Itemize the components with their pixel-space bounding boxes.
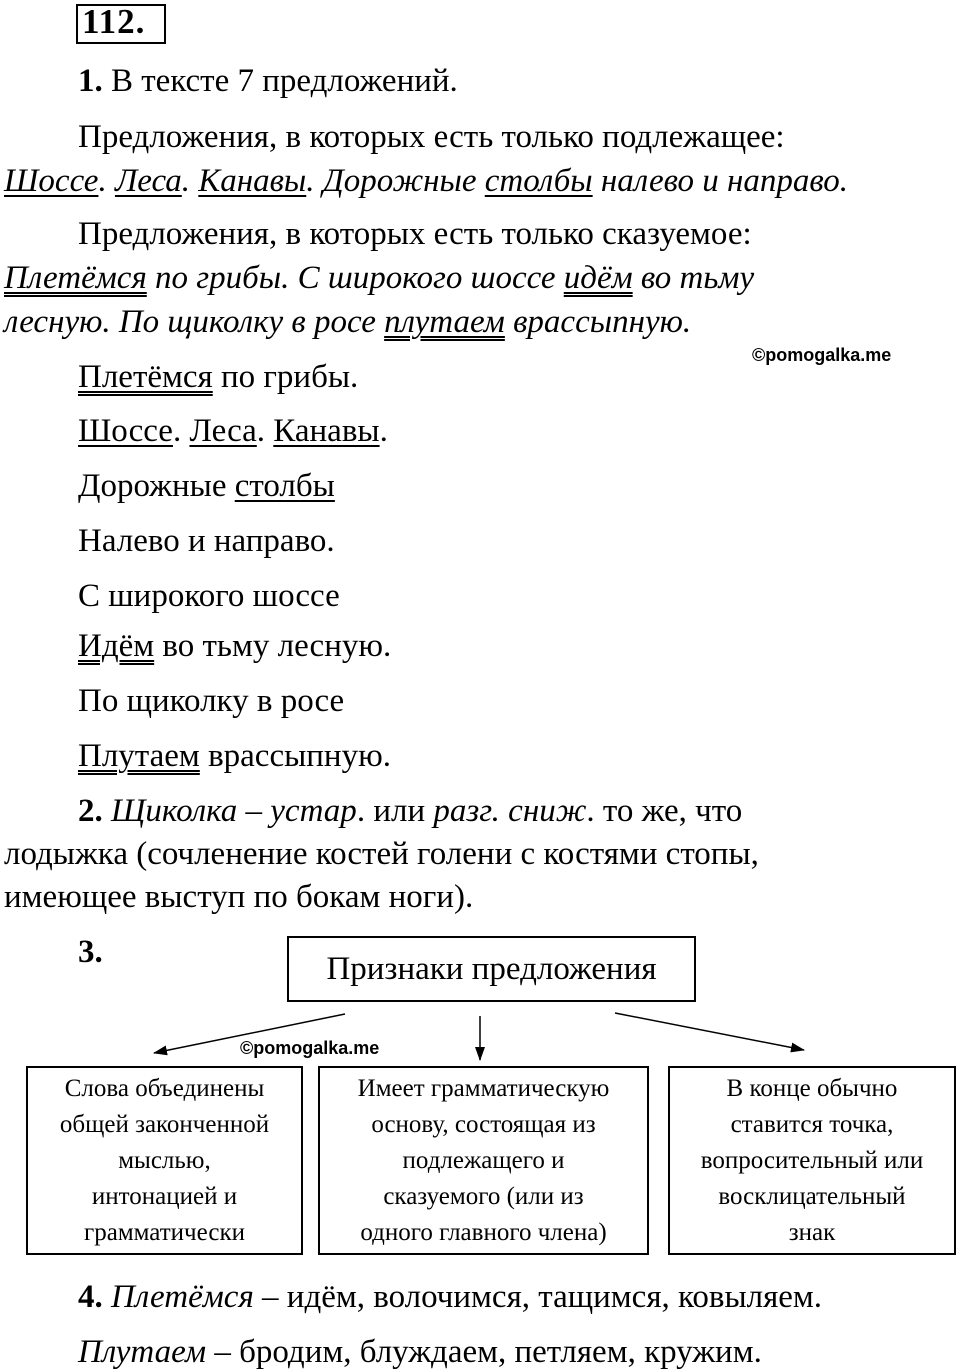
section2-line3: имеющее выступ по бокам ноги).: [4, 879, 474, 915]
diagram-box-right: [668, 1066, 956, 1255]
predicate-word: Идём: [78, 628, 155, 664]
box-line: общей законченной: [59, 1110, 270, 1138]
section1-intro: В тексте 7 предложений.: [111, 63, 458, 99]
subject-word: Леса: [189, 413, 257, 449]
section4-synonyms1: – идём, волочимся, тащимся, ковыляем.: [253, 1279, 823, 1315]
section4-word1: Плетёмся: [111, 1279, 254, 1315]
box-line: основу, состоящая из: [371, 1110, 596, 1138]
poem-line-5: С широкого шоссе: [78, 578, 340, 614]
diagram-box-middle: [318, 1066, 649, 1255]
plain-text: врассыпную.: [513, 304, 692, 340]
poem-line-4: Налево и направо.: [78, 523, 335, 559]
subject-word: Канавы: [273, 413, 380, 449]
section4-number: 4.: [78, 1279, 103, 1315]
subject-word: Шоссе: [4, 163, 99, 199]
section2-abbr: разг. сниж: [433, 793, 587, 829]
subject-word: столбы: [484, 163, 593, 199]
plain-text: по грибы.: [220, 359, 359, 395]
plain-text: Дорожные: [78, 468, 227, 504]
section4-synonyms2: – бродим, блуждаем, петляем, кружим.: [206, 1334, 762, 1370]
plain-text: налево и направо.: [600, 163, 849, 199]
section2-number: 2.: [78, 793, 103, 829]
subject-word: Канавы: [198, 163, 307, 199]
punct: .: [172, 413, 182, 449]
predicate-word: идём: [563, 260, 633, 296]
predicate-word: Плетёмся: [78, 359, 213, 395]
punct: .: [256, 413, 266, 449]
plain-text: врассыпную.: [208, 738, 391, 774]
box-line: вопросительный или: [700, 1146, 924, 1174]
diagram-title: Признаки предложения: [326, 950, 657, 987]
predicate-word: Плутаем: [78, 738, 200, 774]
predicate-word: Плетёмся: [4, 260, 147, 296]
section4-line1: [78, 1278, 822, 1316]
plain-text: лесную. По щиколку в росе: [4, 304, 376, 340]
box-line: грамматически: [83, 1218, 245, 1246]
box-line: одного главного члена): [360, 1218, 607, 1246]
box-line: В конце обычно: [726, 1074, 898, 1102]
plain-text: Дорожные: [322, 163, 477, 199]
predicate-word: плутаем: [384, 304, 505, 340]
exercise-number: 112.: [82, 2, 146, 41]
box-line: ставится точка,: [730, 1110, 894, 1138]
diagram-box-left: [26, 1066, 303, 1255]
box-line: восклицательный: [718, 1182, 906, 1210]
poem-line-7: По щиколку в росе: [78, 683, 345, 719]
section4-line2: [78, 1333, 762, 1371]
box-line: мыслью,: [118, 1146, 211, 1174]
plain-text: . или: [356, 793, 426, 829]
watermark-top: ©pomogalka.me: [752, 345, 892, 365]
section2-term: Щиколка – устар: [111, 793, 357, 829]
section1-number: 1.: [78, 63, 103, 99]
subject-heading: Предложения, в которых есть только подлежащее:: [78, 119, 785, 155]
section3-number: 3.: [78, 934, 103, 970]
punct: .: [181, 163, 191, 199]
box-line: интонацией и: [91, 1182, 238, 1210]
plain-text: по грибы. С широкого шоссе: [155, 260, 556, 296]
section4-word2: Плутаем: [78, 1334, 207, 1370]
box-line: подлежащего и: [402, 1146, 565, 1174]
subject-word: Леса: [114, 163, 182, 199]
punct: .: [306, 163, 315, 199]
subject-word: столбы: [234, 468, 335, 504]
arrow-right: [615, 1013, 804, 1050]
plain-text: во тьму лесную.: [162, 628, 392, 664]
plain-text: во тьму: [640, 260, 755, 296]
box-line: Слова объединены: [64, 1074, 265, 1102]
box-line: Имеет грамматическую: [357, 1074, 610, 1102]
punct: .: [98, 163, 107, 199]
watermark-diagram: ©pomogalka.me: [240, 1038, 380, 1058]
box-line: сказуемого (или из: [383, 1182, 584, 1210]
subject-word: Шоссе: [78, 413, 173, 449]
predicate-heading: Предложения, в которых есть только сказуемое:: [78, 216, 752, 252]
section2-line2: лодыжка (сочленение костей голени с костями стопы,: [4, 836, 759, 872]
punct: .: [379, 413, 388, 449]
box-line: знак: [788, 1218, 836, 1246]
plain-text: . то же, что: [586, 793, 743, 829]
